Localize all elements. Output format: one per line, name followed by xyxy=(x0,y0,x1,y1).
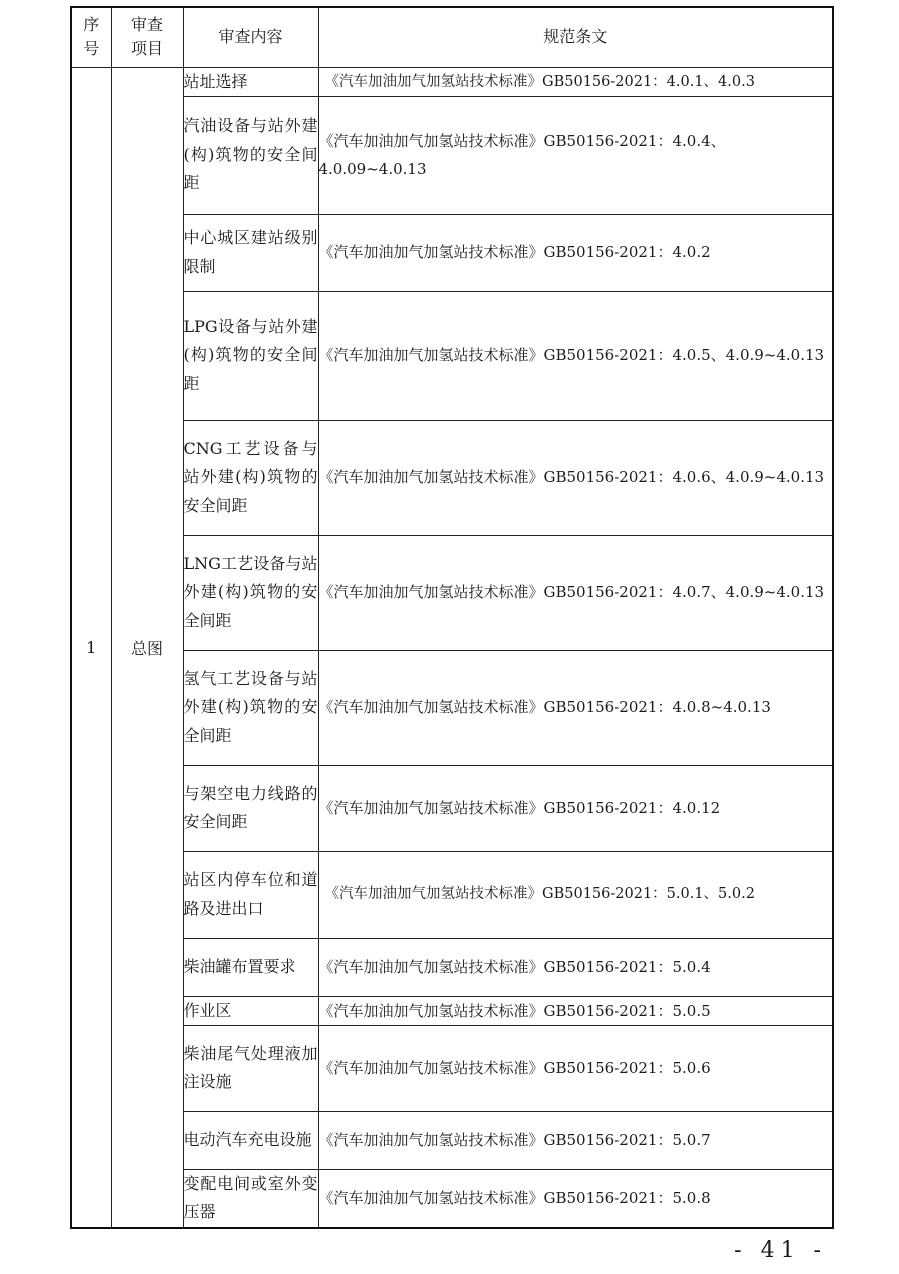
table-row xyxy=(71,765,833,851)
row-content: 电动汽车充电设施 xyxy=(183,1111,318,1169)
table-row xyxy=(71,1169,833,1228)
row-standard: 《汽车加油加气加氢站技术标准》GB50156-2021：5.0.5 xyxy=(318,996,833,1025)
table-row xyxy=(71,851,833,938)
table-row xyxy=(71,420,833,535)
row-standard: 《汽车加油加气加氢站技术标准》GB50156-2021：5.0.7 xyxy=(318,1111,833,1169)
table-row xyxy=(71,1025,833,1111)
row-content: 站区内停车位和道路及进出口 xyxy=(183,851,318,938)
group-item: 总图 xyxy=(111,67,183,1228)
row-content: LPG设备与站外建(构)筑物的安全间距 xyxy=(183,291,318,420)
table-row xyxy=(71,214,833,291)
row-standard: 《汽车加油加气加氢站技术标准》GB50156-2021：5.0.6 xyxy=(318,1025,833,1111)
row-content: 柴油尾气处理液加注设施 xyxy=(183,1025,318,1111)
row-content: 与架空电力线路的安全间距 xyxy=(183,765,318,851)
row-standard: 《汽车加油加气加氢站技术标准》GB50156-2021：4.0.6、4.0.9~4.0.13 xyxy=(318,420,833,535)
row-content: 氢气工艺设备与站外建(构)筑物的安全间距 xyxy=(183,650,318,765)
row-standard: 《汽车加油加气加氢站技术标准》GB50156-2021：4.0.7、4.0.9~4.0.13 xyxy=(318,535,833,650)
row-content: 站址选择 xyxy=(183,67,318,96)
table-header-row xyxy=(71,7,833,67)
table-row xyxy=(71,996,833,1025)
table-row xyxy=(71,650,833,765)
table-row xyxy=(71,535,833,650)
table-row xyxy=(71,1111,833,1169)
row-content: 汽油设备与站外建(构)筑物的安全间距 xyxy=(183,96,318,214)
row-content: CNG工艺设备与站外建(构)筑物的安全间距 xyxy=(183,420,318,535)
header-seq: 序号 xyxy=(71,7,111,67)
row-standard: 《汽车加油加气加氢站技术标准》GB50156-2021：4.0.1、4.0.3 xyxy=(318,67,833,96)
group-seq: 1 xyxy=(71,67,111,1228)
header-item: 审查项目 xyxy=(111,7,183,67)
table-row xyxy=(71,938,833,996)
row-content: 作业区 xyxy=(183,996,318,1025)
header-content: 审查内容 xyxy=(183,7,318,67)
row-content: 变配电间或室外变压器 xyxy=(183,1169,318,1228)
review-table xyxy=(70,6,834,1229)
row-content: 柴油罐布置要求 xyxy=(183,938,318,996)
row-standard: 《汽车加油加气加氢站技术标准》GB50156-2021：5.0.8 xyxy=(318,1169,833,1228)
row-standard: 《汽车加油加气加氢站技术标准》GB50156-2021：4.0.4、4.0.09~4.0.13 xyxy=(318,96,833,214)
row-standard: 《汽车加油加气加氢站技术标准》GB50156-2021：5.0.1、5.0.2 xyxy=(318,851,833,938)
row-standard: 《汽车加油加气加氢站技术标准》GB50156-2021：4.0.5、4.0.9~4.0.13 xyxy=(318,291,833,420)
row-standard: 《汽车加油加气加氢站技术标准》GB50156-2021：5.0.4 xyxy=(318,938,833,996)
table-row xyxy=(71,291,833,420)
header-standard: 规范条文 xyxy=(318,7,833,67)
row-content: LNG工艺设备与站外建(构)筑物的安全间距 xyxy=(183,535,318,650)
row-content: 中心城区建站级别限制 xyxy=(183,214,318,291)
table-row xyxy=(71,67,833,96)
row-standard: 《汽车加油加气加氢站技术标准》GB50156-2021：4.0.8~4.0.13 xyxy=(318,650,833,765)
table-row xyxy=(71,96,833,214)
row-standard: 《汽车加油加气加氢站技术标准》GB50156-2021：4.0.2 xyxy=(318,214,833,291)
page-number: - 41 - xyxy=(734,1238,827,1263)
row-standard: 《汽车加油加气加氢站技术标准》GB50156-2021：4.0.12 xyxy=(318,765,833,851)
